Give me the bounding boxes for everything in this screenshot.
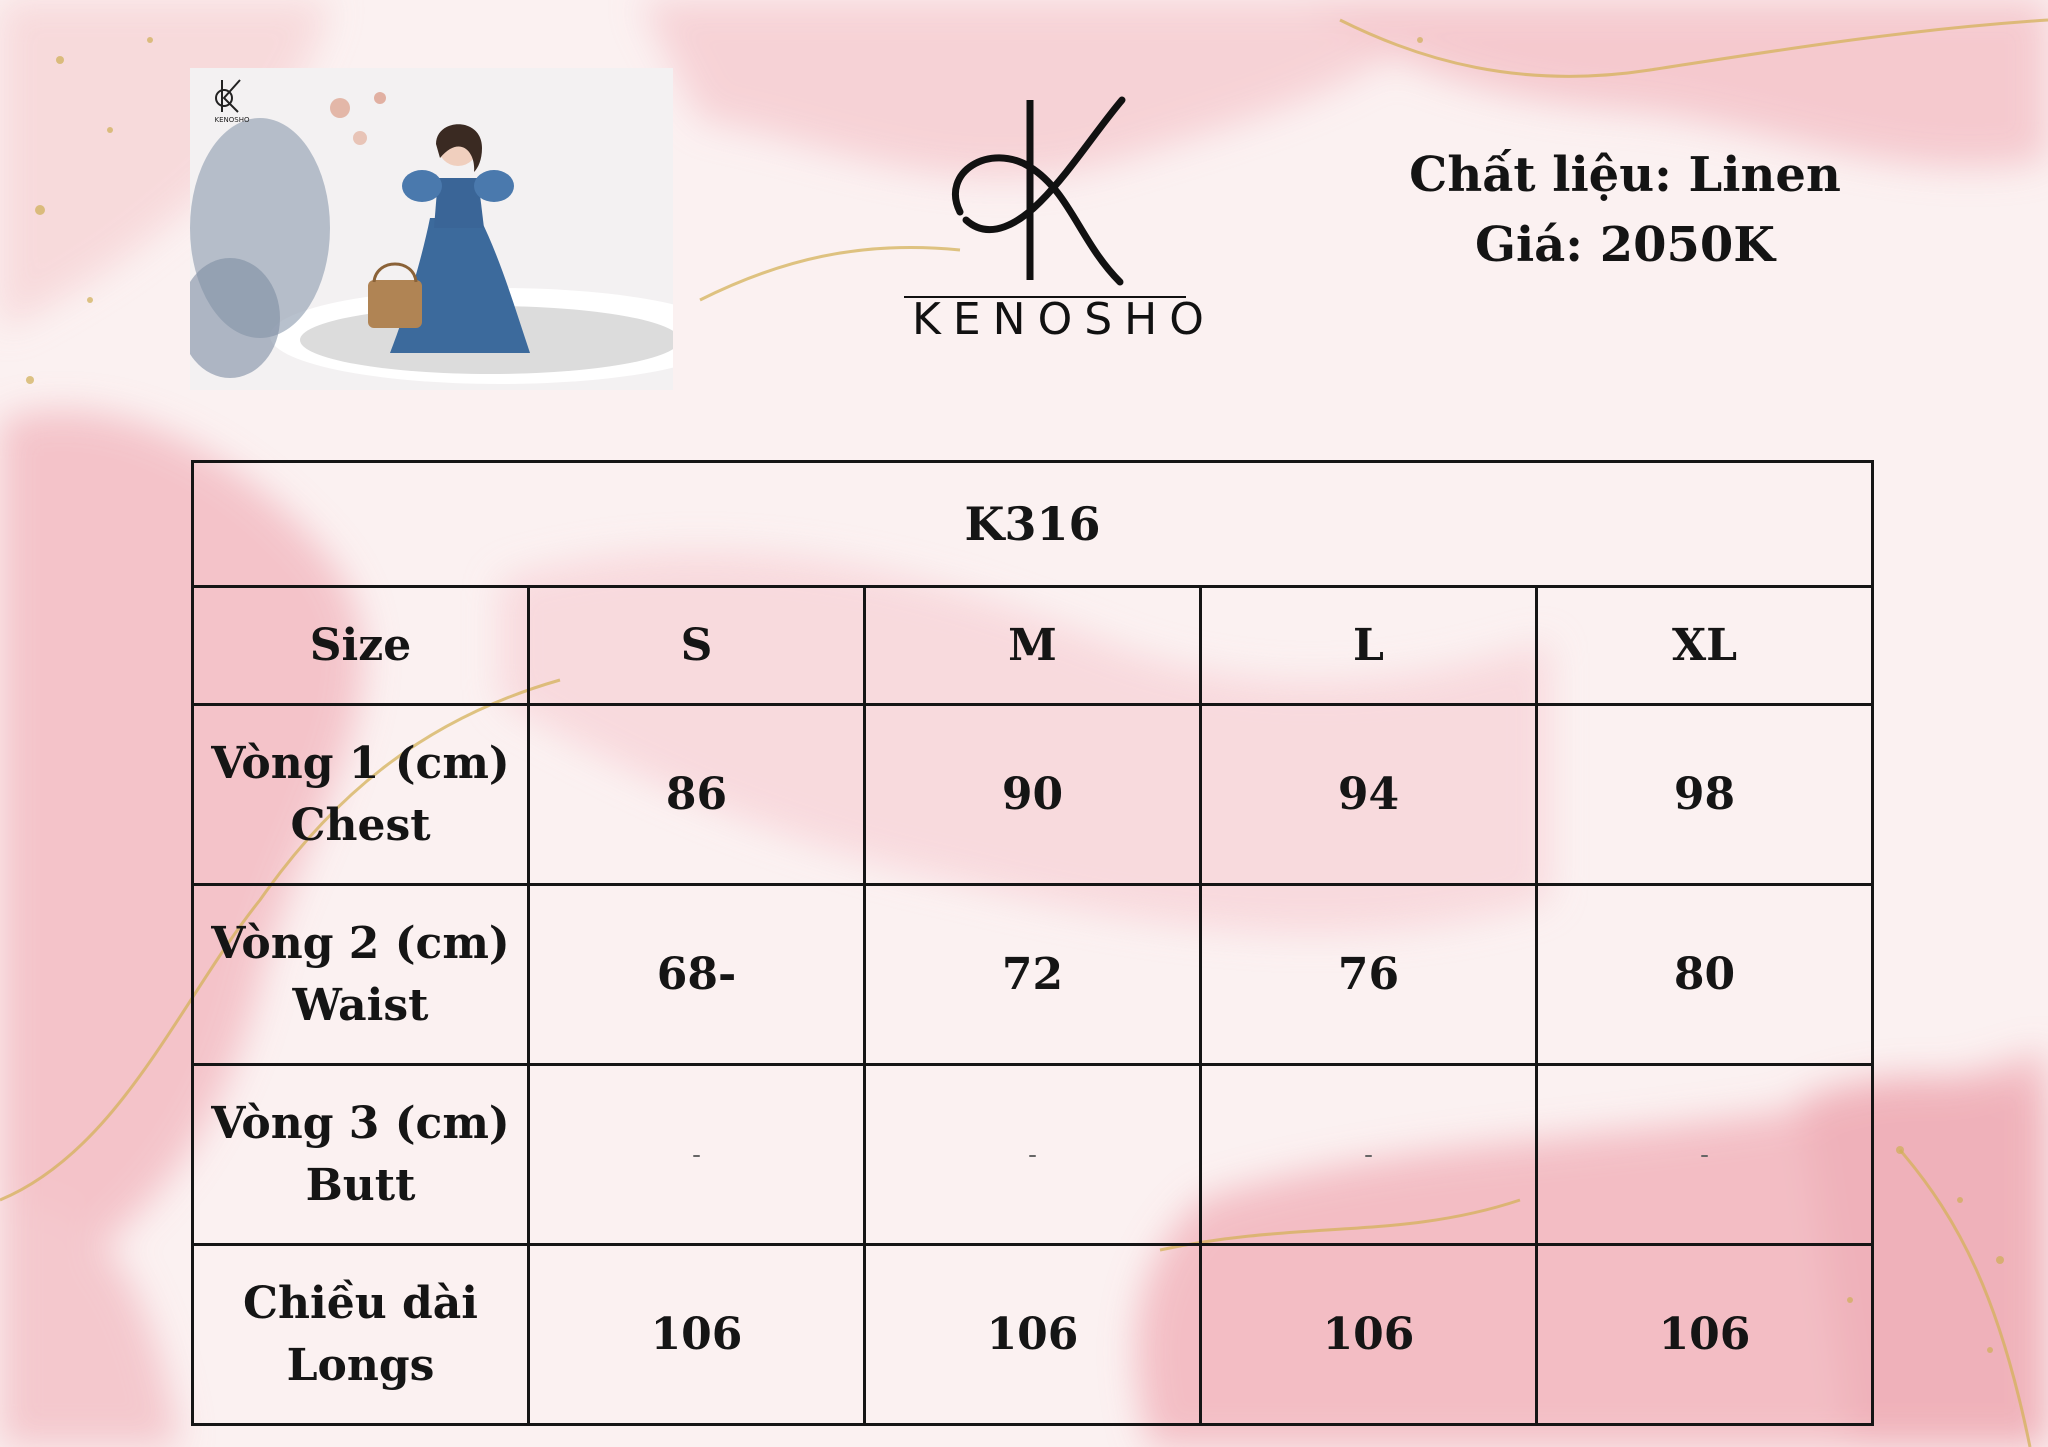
table-cell: 106 xyxy=(1201,1245,1537,1425)
size-chart-table xyxy=(191,460,1874,1426)
table-cell: 106 xyxy=(1537,1245,1873,1425)
table-header-row xyxy=(193,587,1873,705)
table-cell: - xyxy=(865,1065,1201,1245)
table-cell: 106 xyxy=(529,1245,865,1425)
size-xl-header: XL xyxy=(1537,587,1873,705)
row-label-en: Waist xyxy=(292,979,429,1031)
table-cell: 76 xyxy=(1201,885,1537,1065)
mini-logo-text: KENOSHO xyxy=(214,116,250,124)
table-cell: 98 xyxy=(1537,705,1873,885)
price-text: Giá: 2050K xyxy=(1474,217,1776,273)
row-label-vn: Vòng 3 (cm) xyxy=(211,1097,510,1149)
row-label xyxy=(193,1245,529,1425)
size-s-header: S xyxy=(529,587,865,705)
table-cell: 90 xyxy=(865,705,1201,885)
table-row-longs xyxy=(193,1245,1873,1425)
table-cell: 106 xyxy=(865,1245,1201,1425)
row-label-en: Butt xyxy=(305,1159,416,1211)
product-code: K316 xyxy=(193,462,1873,587)
row-label-vn: Chiều dài xyxy=(242,1277,479,1329)
table-cell: 80 xyxy=(1537,885,1873,1065)
table-row-waist xyxy=(193,885,1873,1065)
size-m-header: M xyxy=(865,587,1201,705)
row-label xyxy=(193,1065,529,1245)
row-label xyxy=(193,705,529,885)
brand-logo xyxy=(900,92,1216,345)
brand-name: KENOSHO xyxy=(912,294,1216,345)
table-row-butt xyxy=(193,1065,1873,1245)
product-info xyxy=(1400,140,1850,280)
row-label-vn: Vòng 2 (cm) xyxy=(211,917,510,969)
table-cell: 68- xyxy=(529,885,865,1065)
row-label xyxy=(193,885,529,1065)
row-label-en: Chest xyxy=(290,799,431,851)
table-cell: - xyxy=(529,1065,865,1245)
mini-logo xyxy=(202,76,262,126)
material-text: Chất liệu: Linen xyxy=(1409,147,1841,203)
product-photo xyxy=(190,68,673,390)
table-cell: 94 xyxy=(1201,705,1537,885)
kenosho-k-icon xyxy=(930,92,1160,292)
table-cell: 72 xyxy=(865,885,1201,1065)
table-row-chest xyxy=(193,705,1873,885)
row-label-vn: Vòng 1 (cm) xyxy=(211,737,510,789)
size-header: Size xyxy=(193,587,529,705)
table-cell: - xyxy=(1537,1065,1873,1245)
size-l-header: L xyxy=(1201,587,1537,705)
table-cell: 86 xyxy=(529,705,865,885)
row-label-en: Longs xyxy=(286,1339,435,1391)
table-cell: - xyxy=(1201,1065,1537,1245)
